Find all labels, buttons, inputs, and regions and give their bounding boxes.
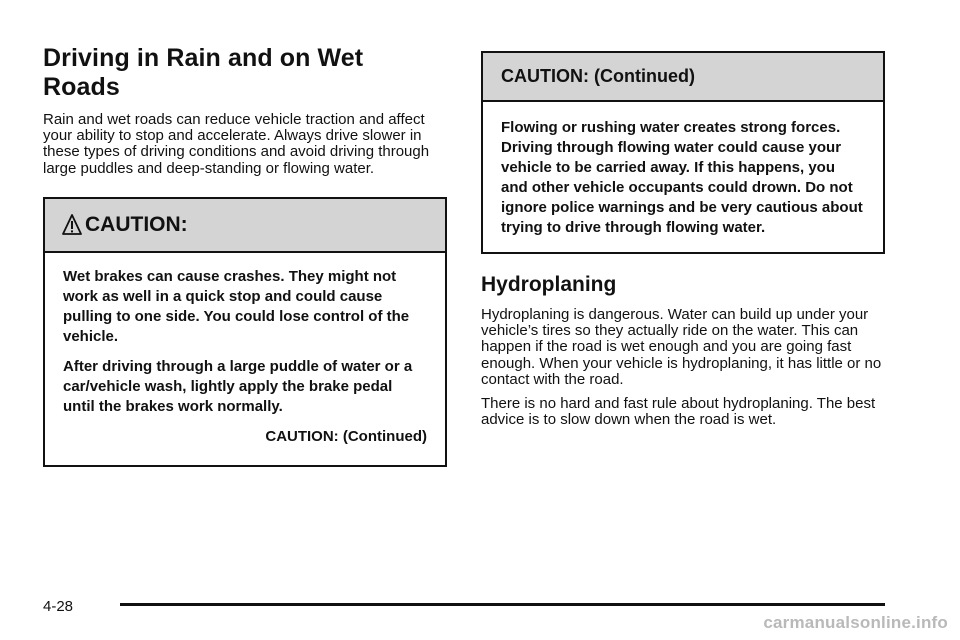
caution-continued-box: [481, 51, 885, 254]
intro-paragraph: Rain and wet roads can reduce vehicle traction and affect your ability to stop and accelerate. Always drive slower in these types of driving conditions and avoid driving through large puddles and deep-standing or flowing water.: [43, 111, 430, 177]
right-column: [481, 51, 885, 436]
caution-header: [45, 199, 445, 253]
caution-continued-label: CAUTION: (Continued): [265, 427, 427, 445]
hydroplaning-section: [481, 273, 885, 428]
caution-paragraph-2: After driving through a large puddle of water or a car/vehicle wash, lightly apply the brake pedal until the brakes work normally.: [63, 357, 413, 415]
hydroplaning-paragraph-1: Hydroplaning is dangerous. Water can build up under your vehicle’s tires so they actually ride on the water. This can happen if the road is wet enough and you are going fast enough. When your vehicle is hydroplaning, it has little or no contact with the road.: [481, 306, 882, 388]
caution-continued-content: [483, 102, 883, 252]
hydroplaning-title: Hydroplaning: [481, 273, 617, 296]
caution-content: [45, 253, 445, 465]
footer-rule: [120, 603, 885, 606]
caution-continued-heading: CAUTION: (Continued): [501, 66, 695, 86]
watermark: carmanualsonline.info: [763, 613, 948, 632]
page-number: 4-28: [43, 598, 74, 615]
caution-continued-paragraph: Flowing or rushing water creates strong forces. Driving through flowing water could cause your vehicle to be carried away. If this happens, you and other vehicle occupants could drown. Do not ignore police warnings and be very cautious about trying to drive through flowing water.: [501, 119, 863, 236]
caution-box: [43, 197, 447, 467]
warning-triangle-icon: [61, 213, 83, 237]
caution-continued-header: [483, 53, 883, 102]
hydroplaning-paragraph-2: There is no hard and fast rule about hydroplaning. The best advice is to slow down when the road is wet.: [481, 395, 876, 429]
caution-paragraph-1: Wet brakes can cause crashes. They might not work as well in a quick stop and could cause pulling to one side. You could lose control of the vehicle.: [63, 267, 410, 345]
section-title: Driving in Rain and on Wet Roads: [43, 44, 364, 101]
left-column: [43, 44, 447, 467]
caution-heading: CAUTION:: [85, 212, 188, 236]
